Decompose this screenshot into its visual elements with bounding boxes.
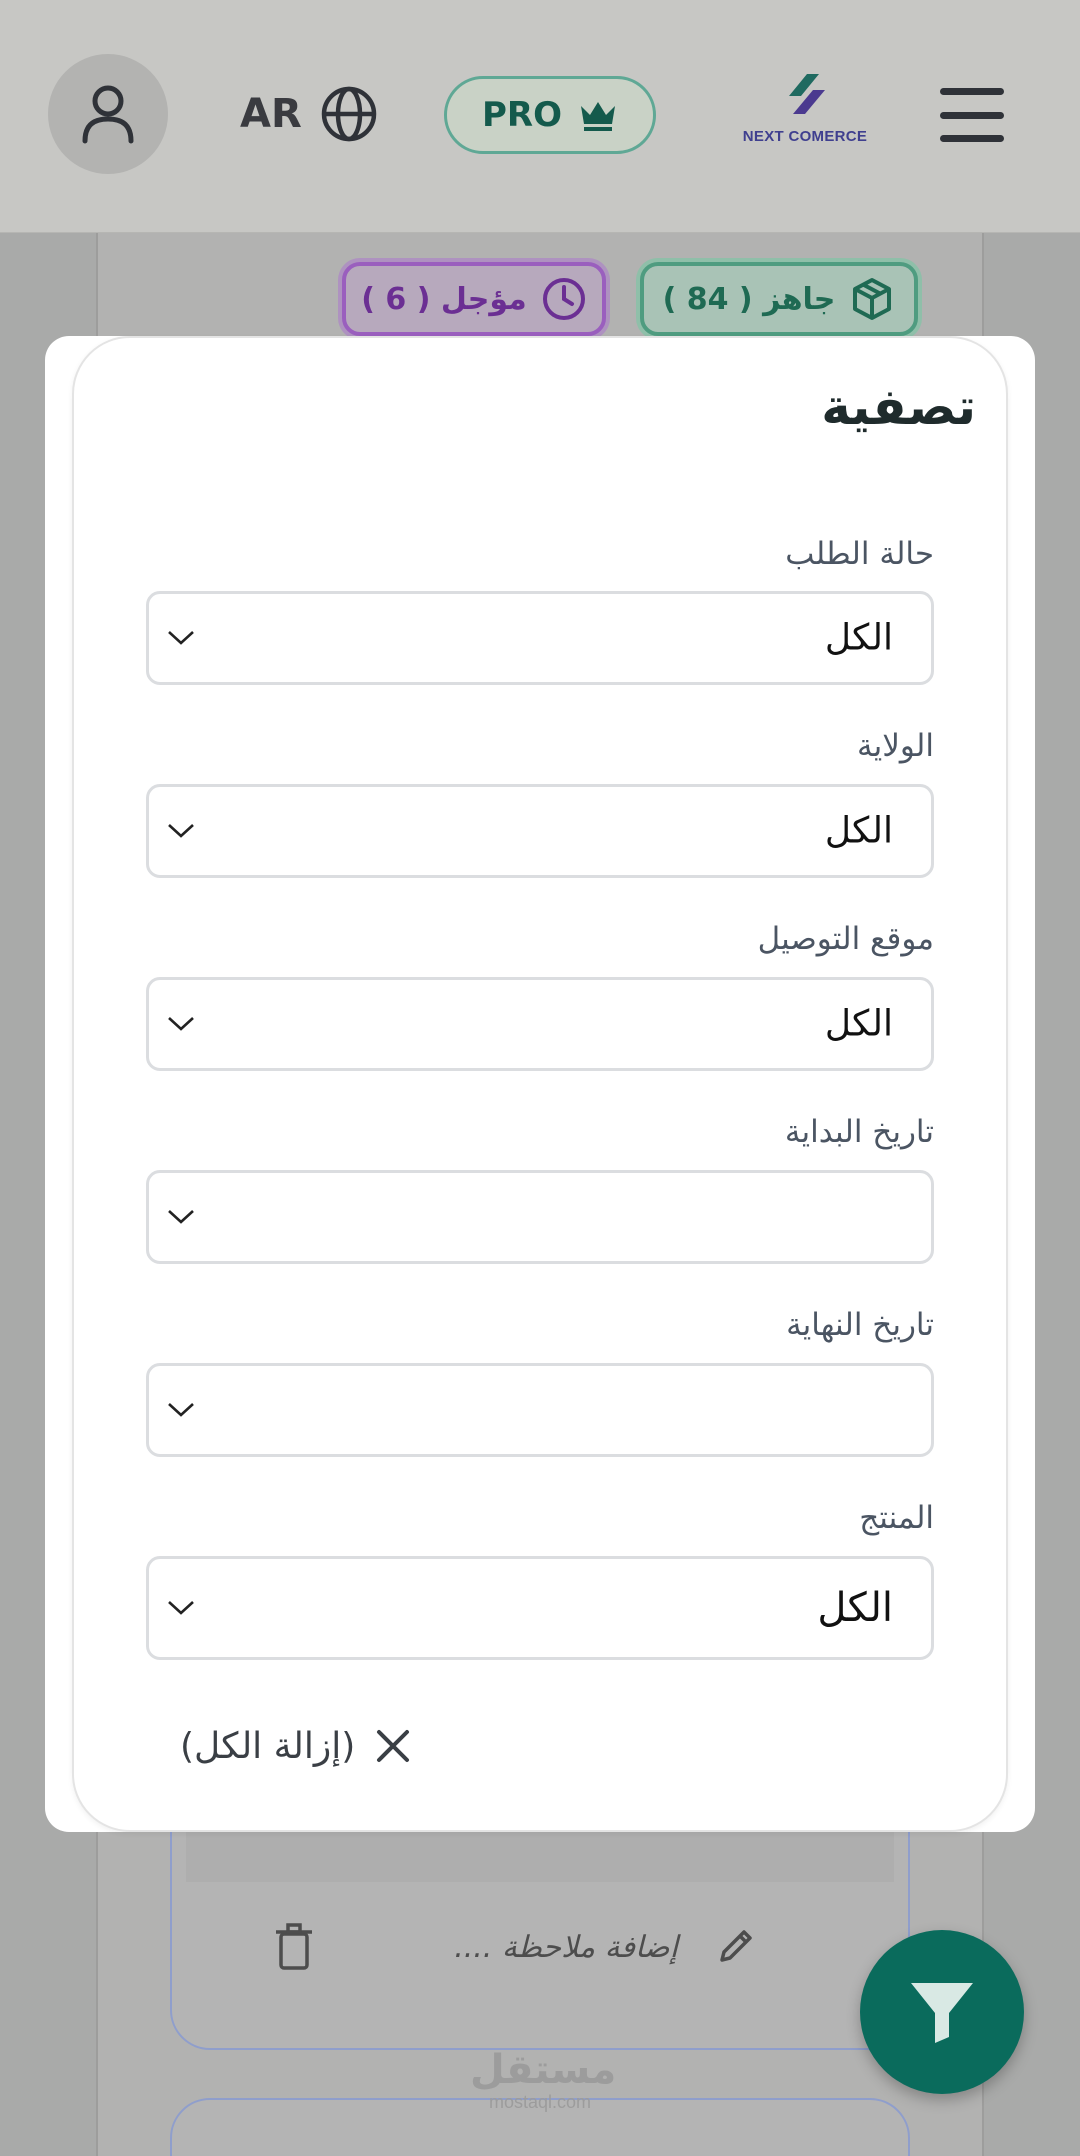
- status-chip-ready[interactable]: [640, 262, 918, 336]
- menu-line: [940, 112, 1004, 119]
- product-label: المنتج: [859, 1500, 934, 1536]
- filter-fab-button[interactable]: [860, 1930, 1024, 2094]
- brand-logo[interactable]: [740, 70, 870, 160]
- pro-badge-button[interactable]: [444, 76, 656, 154]
- globe-icon: [320, 85, 378, 143]
- state-select[interactable]: [146, 784, 934, 878]
- pencil-icon[interactable]: [714, 1924, 758, 1968]
- product-value: الكل: [817, 1585, 893, 1631]
- note-placeholder[interactable]: إضافة ملاحظة ....: [454, 1930, 678, 1965]
- delivery-location-value: الكل: [824, 1003, 893, 1045]
- close-icon: [375, 1728, 411, 1764]
- chevron-down-icon: [161, 1588, 201, 1628]
- user-icon: [80, 83, 136, 145]
- profile-button[interactable]: [48, 54, 168, 174]
- clear-all-button[interactable]: [180, 1716, 411, 1776]
- menu-line: [940, 135, 1004, 142]
- chevron-down-icon: [161, 1390, 201, 1430]
- chevron-down-icon: [161, 618, 201, 658]
- box-icon: [849, 276, 895, 322]
- order-status-label: حالة الطلب: [785, 536, 934, 572]
- order-status-value: الكل: [824, 617, 893, 659]
- crown-icon: [578, 98, 618, 132]
- product-select[interactable]: [146, 1556, 934, 1660]
- start-date-label: تاريخ البداية: [784, 1114, 934, 1150]
- chevron-down-icon: [161, 1004, 201, 1044]
- language-label: AR: [240, 91, 302, 137]
- language-switcher[interactable]: [240, 84, 378, 144]
- watermark-main: مستقل: [470, 2047, 617, 2093]
- ready-count-label: ( 84 ) جاهز: [662, 281, 836, 317]
- delivery-location-label: موقع التوصيل: [757, 921, 934, 957]
- clear-all-label: (إزالة الكل): [180, 1725, 356, 1767]
- logo-mark-icon: [779, 70, 831, 122]
- end-date-select[interactable]: [146, 1363, 934, 1457]
- hamburger-menu-button[interactable]: [940, 88, 1004, 142]
- clock-icon: [541, 276, 587, 322]
- chevron-down-icon: [161, 1197, 201, 1237]
- brand-name: NEXT COMERCE: [742, 128, 868, 145]
- state-label: الولاية: [856, 728, 934, 764]
- postponed-count-label: ( 6 ) مؤجل: [361, 281, 527, 317]
- state-value: الكل: [824, 810, 893, 852]
- modal-title: تصفية: [821, 378, 976, 436]
- end-date-label: تاريخ النهاية: [786, 1307, 934, 1343]
- filter-icon: [905, 1975, 979, 2049]
- chevron-down-icon: [161, 811, 201, 851]
- watermark-sub: mostaql.com: [488, 2092, 592, 2112]
- note-row[interactable]: [172, 1912, 908, 1992]
- start-date-select[interactable]: [146, 1170, 934, 1264]
- delivery-location-select[interactable]: [146, 977, 934, 1071]
- order-status-select[interactable]: [146, 591, 934, 685]
- menu-line: [940, 88, 1004, 95]
- app-header: [0, 0, 1080, 233]
- pro-label: PRO: [481, 95, 562, 135]
- trash-icon[interactable]: [272, 1922, 316, 1972]
- status-chip-postponed[interactable]: [342, 262, 606, 336]
- watermark: [470, 2047, 617, 2112]
